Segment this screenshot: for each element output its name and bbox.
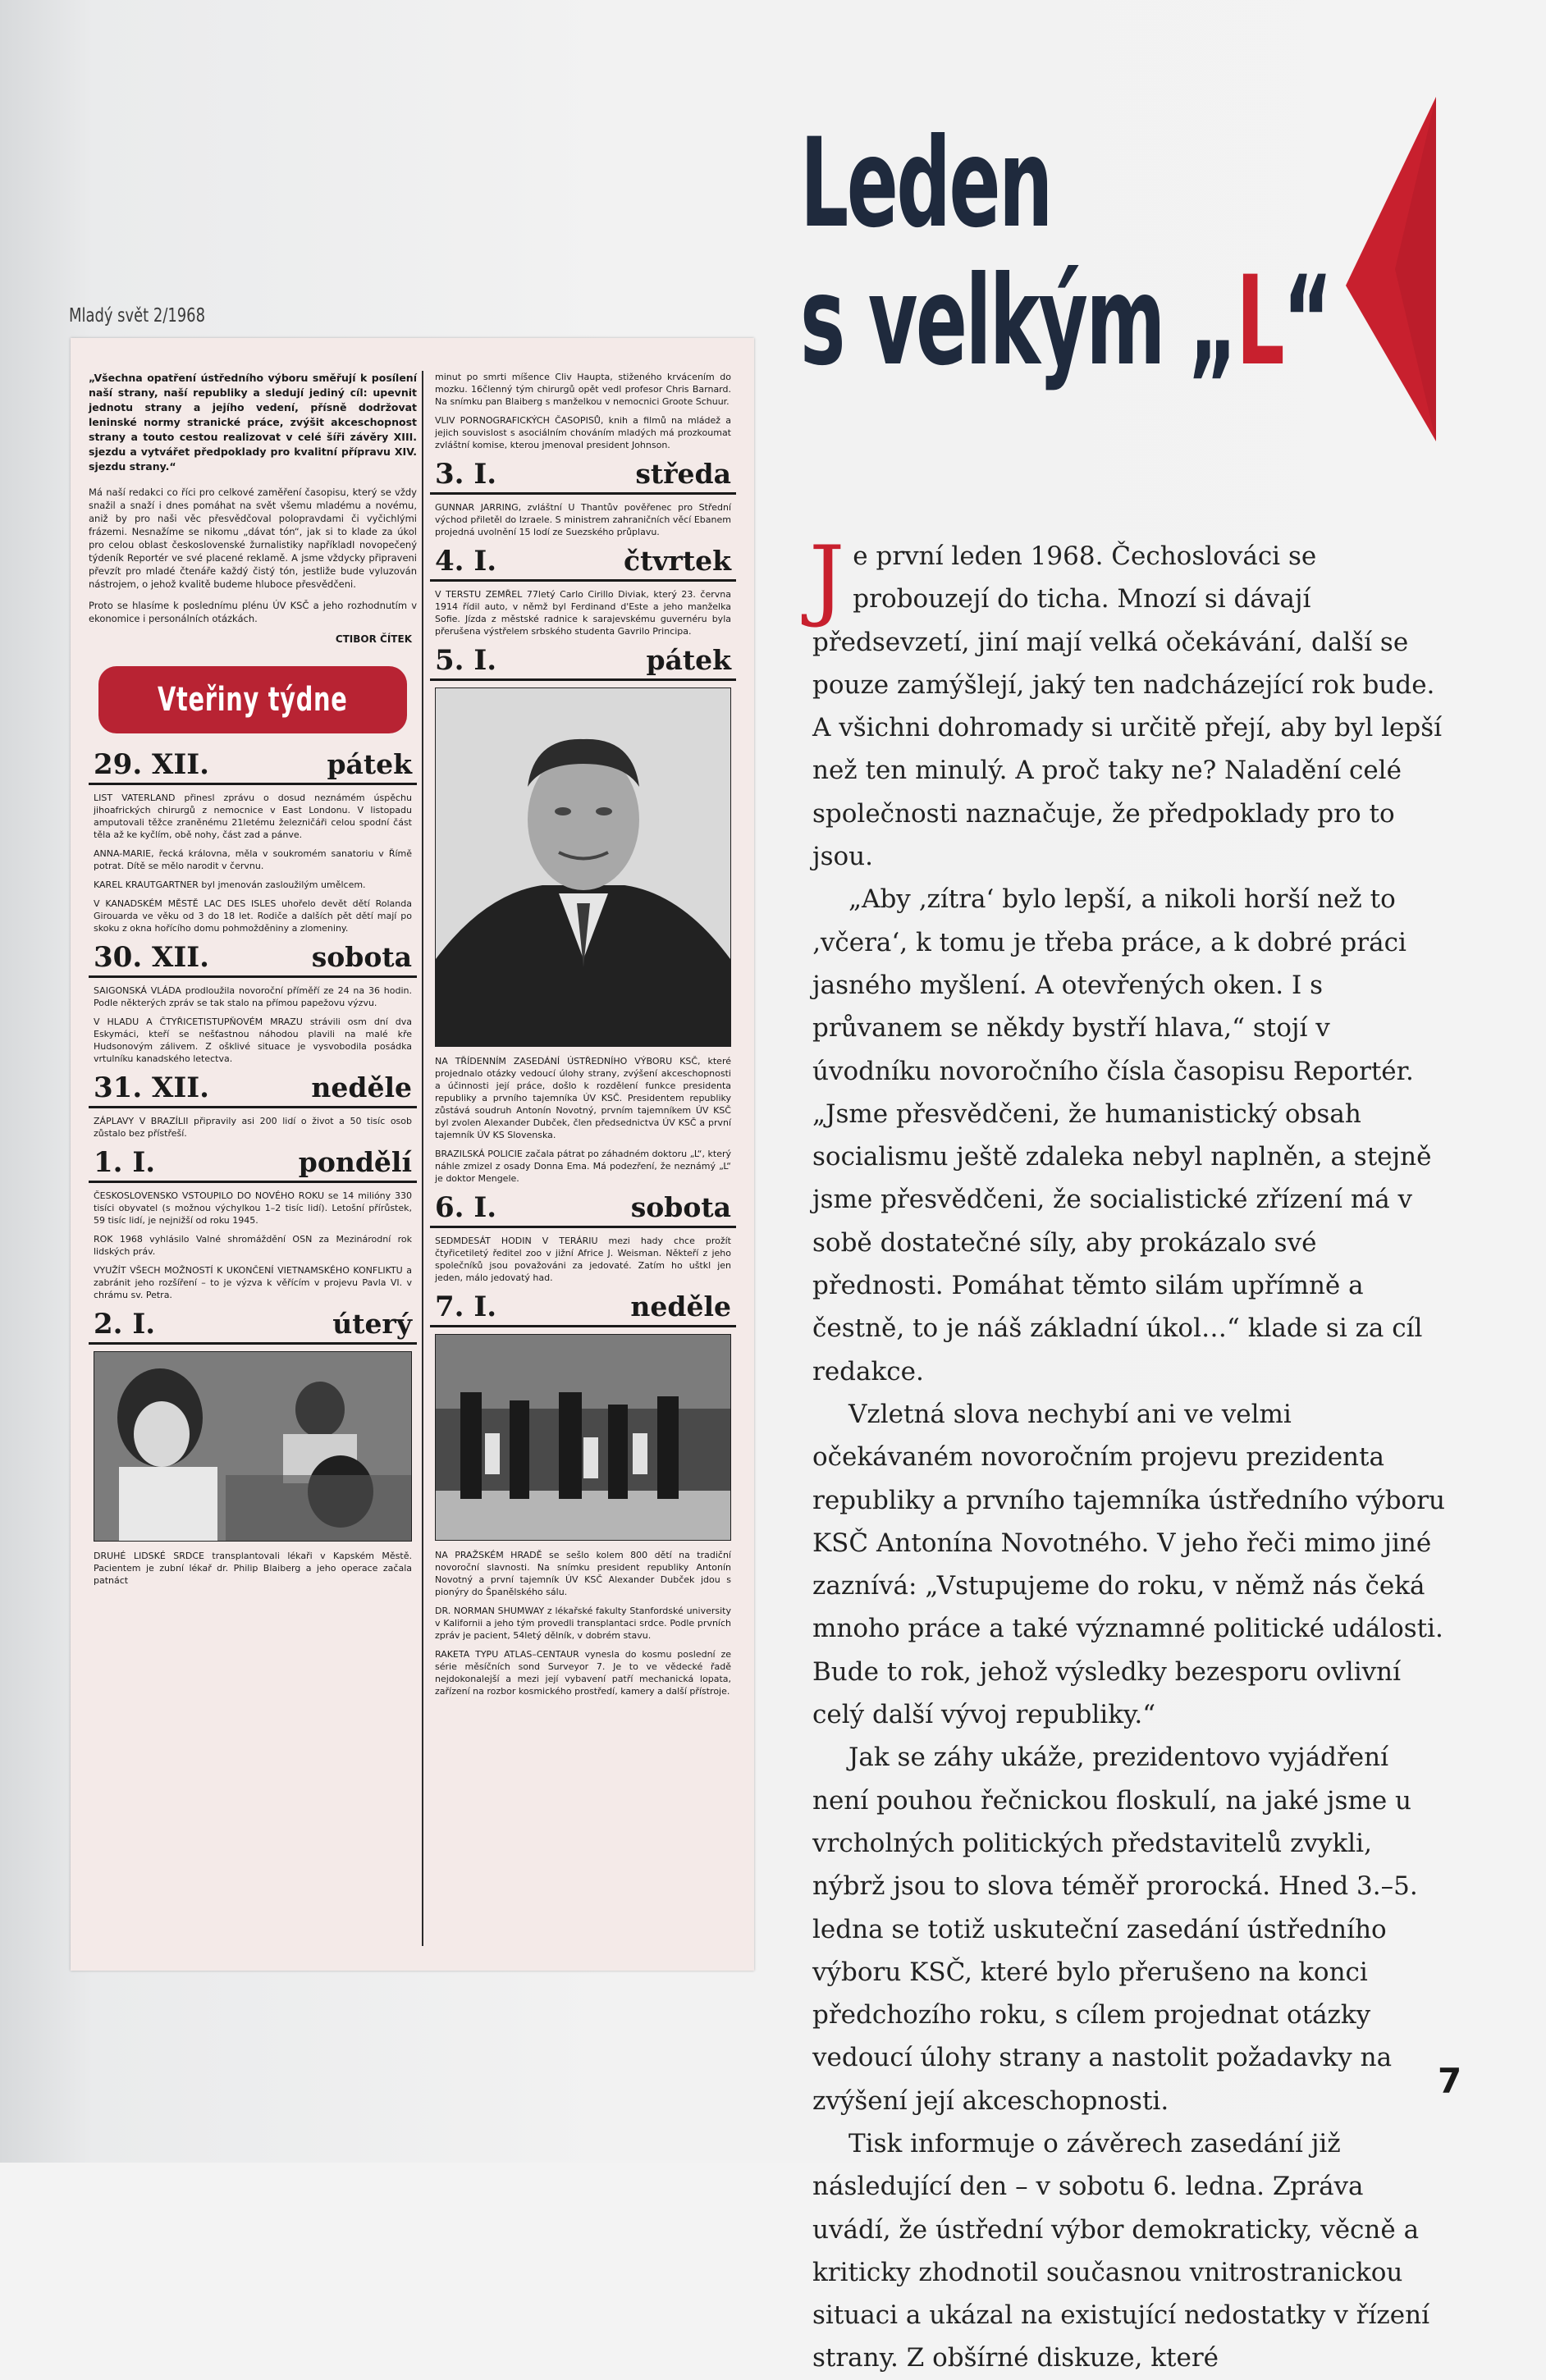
day-date: 3. I. <box>435 458 497 491</box>
day-date: 31. XII. <box>94 1071 210 1104</box>
day-date: 4. I. <box>435 545 497 578</box>
day-heading <box>89 748 417 785</box>
news-item: ANNA-MARIE, řecká královna, měla v soukromém sanatoriu v Římě potrat. Dítě se mělo narodit v červnu. <box>94 848 412 871</box>
news-item: ROK 1968 vyhlásilo Valné shromáždění OSN za Mezinárodní rok lidských práv. <box>94 1234 412 1257</box>
article-paragraph: „Aby ‚zítra‘ bylo lepší, a nikoli horší než to ‚včera‘, k tomu je třeba práce, a k dobré práci jasného myšlení. A otevřených oken. I s průvanem se někdy bystří hlava,“ stojí v úvodníku novoročního čísla časopisu Reportér. „Jsme přesvědčeni, že humanistický obsah socialismu ještě zdaleka nebyl naplněn, a stejně jsme přesvědčeni, že socialistické zřízení má v sobě dostatečné síly, aby prokázalo své přednosti. Pomáhat těmto silám upřímně a čestně, to je náš základní úkol…“ klade si za cíl redakce. <box>812 884 1432 1386</box>
day-name: pátek <box>327 748 412 780</box>
title-line-1: Leden <box>800 112 1051 255</box>
day-name: sobota <box>630 1191 731 1223</box>
source-label: Mladý svět 2/1968 <box>69 305 206 327</box>
news-item: minut po smrti míšence Cliv Haupta, stiženého krvácením do mozku. 16členný tým chirurgů opět vedl profesor Chris Barnard. Na snímku pan Blaiberg s manželkou v nemocnici Groote Schuur. <box>435 372 731 407</box>
news-item: SEDMDESÁT HODIN V TERÁRIU mezi hady chce prožít čtyřicetiletý ředitel zoo v jižní Africe J. Weisman. Někteří z jeho společníků jsou považováni za jedovaté. Zatím ho uštkl jen jeden, málo jedovatý had. <box>435 1236 731 1283</box>
page-number: 7 <box>1438 2061 1462 2101</box>
newspaper-clipping <box>71 338 754 1971</box>
news-item: VLIV PORNOGRAFICKÝCH ČASOPISŮ, knih a filmů na mládež a jejich souvislost s asociálním chováním mladých má prozkoumat zvláštní komise, kterou jmenoval president Johnson. <box>435 415 731 450</box>
day-heading <box>89 941 417 978</box>
article-title <box>800 112 1331 393</box>
article-paragraph: Vzletná slova nechybí ani ve velmi očekávaném novoročním projevu prezidenta republiky a prvního tajemníka ústředního výboru KSČ Antonína Novotného. V jeho řeči mimo jiné zaznívá: „Vstupujeme do roku, v němž nás čeká mnoho práce a také významné politické události. Bude to rok, jehož výsledky bezesporu ovlivní celý další vývoj republiky.“ <box>812 1399 1445 1730</box>
day-name: úterý <box>332 1308 412 1340</box>
article-paragraph: Je první leden 1968. Čechoslováci se probouzejí do ticha. Mnozí si dávají předsevzetí, jiní mají velká očekávání, další se pouze zamýšlejí, jaký ten nadcházející rok bude. A všichni dohromady si určitě přejí, aby byl lepší než ten minulý. A proč taky ne? Naladění celé společnosti naznačuje, že předpoklady pro to jsou. <box>809 528 1443 872</box>
day-heading <box>89 1146 417 1183</box>
day-date: 30. XII. <box>94 941 210 974</box>
photo-heart-transplant <box>94 1351 412 1542</box>
intro-quote: „Všechna opatření ústředního výboru směřují k posílení naší strany, naší republiky a sledují jediný cíl: upevnit jednotu strany a jejího vedení, přísně dodržovat leninské normy stranické práce, zvýšit akceschopnost strany a touto cestou realizovat v celé šíři závěry XIII. sjezdu a vytvářet předpoklady pro kvalitní přípravu XIV. sjezdu strany.“ <box>89 372 417 473</box>
day-name: sobota <box>311 941 412 973</box>
day-date: 29. XII. <box>94 748 210 781</box>
photo-image <box>436 1335 730 1540</box>
day-date: 2. I. <box>94 1308 156 1341</box>
photo-portrait <box>435 688 731 1047</box>
photo-caption: BRAZILSKÁ POLICIE začala pátrat po záhadném doktoru „L“, který náhle zmizel z osady Donna Ema. Má podezření, že neznámý „L“ je doktor Mengele. <box>435 1149 731 1184</box>
news-item: VYUŽÍT VŠECH MOŽNOSTÍ K UKONČENÍ VIETNAMSKÉHO KONFLIKTU a zabránit jeho rozšíření – to je výzva k věřícím v projevu Pavla VI. v chrámu sv. Petra. <box>94 1265 412 1300</box>
photo-caption: DRUHÉ LIDSKÉ SRDCE transplantovali lékaři v Kapském Městě. Pacientem je zubní lékař dr. Philip Blaiberg a jeho operace začala patnáct <box>94 1551 412 1586</box>
photo-caption: RAKETA TYPU ATLAS–CENTAUR vynesla do kosmu poslední ze série měsíčních sond Surveyor 7. Je to ve vědecké řadě nejdokonalejší a mezi její vybavení patří mechanická lopata, zařízení na rozbor kosmického prostředí, kamery a další přístroje. <box>435 1649 731 1697</box>
news-item: V HLADU A ČTYŘICETISTUPŇOVÉM MRAZU strávili osm dní dva Eskymáci, kteří se nešťastnou náhodou plavili na malé kře Hudsonovým zálivem. Z ošklivé situace je vysvobodila posádka vrtulníku kanadského letectva. <box>94 1016 412 1064</box>
news-item: V KANADSKÉM MĚSTĚ LAC DES ISLES uhořelo devět dětí Rolanda Girouarda ve věku od 3 do 18 let. Rodiče a dalších pět dětí mají po skoku z okna hořícího domu pohmožděniny a zlomeniny. <box>94 898 412 934</box>
photo-caption: NA PRAŽSKÉM HRADĚ se sešlo kolem 800 dětí na tradiční novoroční slavnosti. Na snímku president republiky Antonín Novotný a první tajemník ÚV KSČ Alexander Dubček jdou s pionýry do Španělského sálu. <box>435 1550 731 1597</box>
article-paragraph: Tisk informuje o závěrech zasedání již následující den – v sobotu 6. ledna. Zpráva uvádí, že ústřední výbor demokraticky, věcně a kriticky zhodnotil současnou vnitrostranickou situaci a ukázal na existující nedostatky v řízení strany. Z obšírné diskuze, které <box>812 2128 1429 2373</box>
photo-prague-castle <box>435 1334 731 1541</box>
news-item: V TERSTU ZEMŘEL 77letý Carlo Cirillo Diviak, který 23. června 1914 řídil auto, v němž byl Ferdinand d'Este a jeho manželka Sofie. Jízda z městské radnice k sarajevskému guvernéru byla přerušena výstřelem srbského studenta Gavrilo Principa. <box>435 589 731 637</box>
day-heading <box>430 1191 736 1228</box>
day-heading <box>430 545 736 582</box>
photo-image <box>94 1352 411 1541</box>
article-paragraph: Jak se záhy ukáže, prezidentovo vyjádření není pouhou řečnickou floskulí, na jaké jsme u vrcholných politických představitelů zvykli, nýbrž jsou to slova téměř prorocká. Hned 3.–5. ledna se totiž uskuteční zasedání ústředního výboru KSČ, které bylo přerušeno na konci předchozího roku, s cílem projednat otázky vedoucí úlohy strany a nastolit požadavky na zvýšení její akceschopnosti. <box>812 1743 1418 2116</box>
day-name: neděle <box>311 1071 412 1103</box>
day-heading <box>89 1071 417 1108</box>
news-item: LIST VATERLAND přinesl zprávu o dosud neznámém úspěchu jihoafrických chirurgů z nemocnice v East Londonu. V listopadu amputovali těžce zraněnému 21letému železničáři celou spodní část těla až ke kyčlím, obě nohy, část zad a pánve. <box>94 793 412 840</box>
editorial-text: Proto se hlasíme k poslednímu plénu ÚV KSČ a jeho rozhodnutím v ekonomice i personálních otázkách. <box>89 600 417 624</box>
day-heading <box>89 1308 417 1345</box>
photo-caption: DR. NORMAN SHUMWAY z lékařské fakulty Stanfordské university v Kalifornii a jeho tým provedli transplantaci srdce. Podle prvních zpráv je pacient, 54letý dělník, v dobrém stavu. <box>435 1606 731 1641</box>
editorial-text: Má naší redakci co říci pro celkové zaměření časopisu, který se vždy snažil a snaží i dnes pomáhat na svět všemu mladému a novému, aniž by pro naši věc přesvědčoval polopravdami či vyčichlými frázemi. Nesnažíme se nikomu „dávat tón“, jak si to klade za úkol pro celou oblast československé žurnalistiky napříkladI novopečený týdeník Reportér ve své placené reklamě. A jsme vždycky připraveni převzít pro mladé čtenáře každý čistý tón, jestliže bude vyluzován nástrojem, o jehož kvalitě budeme hluboce přesvědčeni. <box>89 487 417 590</box>
day-name: pondělí <box>298 1146 412 1178</box>
news-item: ČESKOSLOVENSKO VSTOUPILO DO NOVÉHO ROKU se 14 milióny 330 tisíci obyvatel (s možnou výchylkou 1–2 tisíc lidí). Letošní přírůstek, 59 tisíc lidí, je nejnižší od roku 1945. <box>94 1190 412 1226</box>
red-arrow-flag-icon <box>1346 97 1444 441</box>
news-item: GUNNAR JARRING, zvláštní U Thantův pověřenec pro Střední východ přiletěl do Izraele. S ministrem zahraničních věcí Ebanem projedná uvolnění 15 lodí ze Suezského průplavu. <box>435 502 731 537</box>
news-item: SAIGONSKÁ VLÁDA prodloužila novoroční příměří ze 24 na 36 hodin. Podle některých zpráv se tak stalo na přímou papežovu výzvu. <box>94 985 412 1008</box>
column-separator <box>422 371 423 1946</box>
clipping-right-column <box>430 371 736 1704</box>
title-red-letter: L <box>1236 250 1283 393</box>
day-name: pátek <box>646 644 731 676</box>
section-badge: Vteřiny týdne <box>98 666 407 733</box>
photo-image <box>436 688 730 1046</box>
day-date: 5. I. <box>435 644 497 677</box>
news-item: KAREL KRAUTGARTNER byl jmenován zasloužilým umělcem. <box>94 879 366 890</box>
news-item: ZÁPLAVY V BRAZÍLII připravily asi 200 lidí o život a 50 tisíc osob zůstalo bez přístřeší. <box>94 1116 412 1139</box>
day-name: středa <box>635 458 731 490</box>
clipping-left-column <box>89 371 417 1593</box>
day-name: čtvrtek <box>623 545 731 577</box>
day-heading <box>430 644 736 681</box>
day-date: 1. I. <box>94 1146 156 1179</box>
drop-cap: J <box>809 528 845 630</box>
editorial-signature: CTIBOR ČÍTEK <box>335 633 412 645</box>
day-date: 7. I. <box>435 1290 497 1323</box>
article-body <box>809 528 1448 2380</box>
day-heading <box>430 1290 736 1327</box>
day-heading <box>430 458 736 495</box>
day-name: neděle <box>630 1290 731 1322</box>
photo-caption: NA TŘÍDENNÍM ZASEDÁNÍ ÚSTŘEDNÍHO VÝBORU KSČ, které projednalo otázky vedoucí úlohy strany, zvýšení akceschopnosti a účinnosti její práce, došlo k rozdělení funkce presidenta republiky a prvního tajemníka ÚV KSČ. Presidentem republiky zůstává soudruh Antonín Novotný, prvním tajemníkem ÚV KSČ byl zvolen Alexander Dubček, člen předsednictva ÚV KSČ a první tajemník ÚV KS Slovenska. <box>435 1056 731 1140</box>
title-line-2: s velkým „L“ <box>800 250 1331 393</box>
day-date: 6. I. <box>435 1191 497 1224</box>
